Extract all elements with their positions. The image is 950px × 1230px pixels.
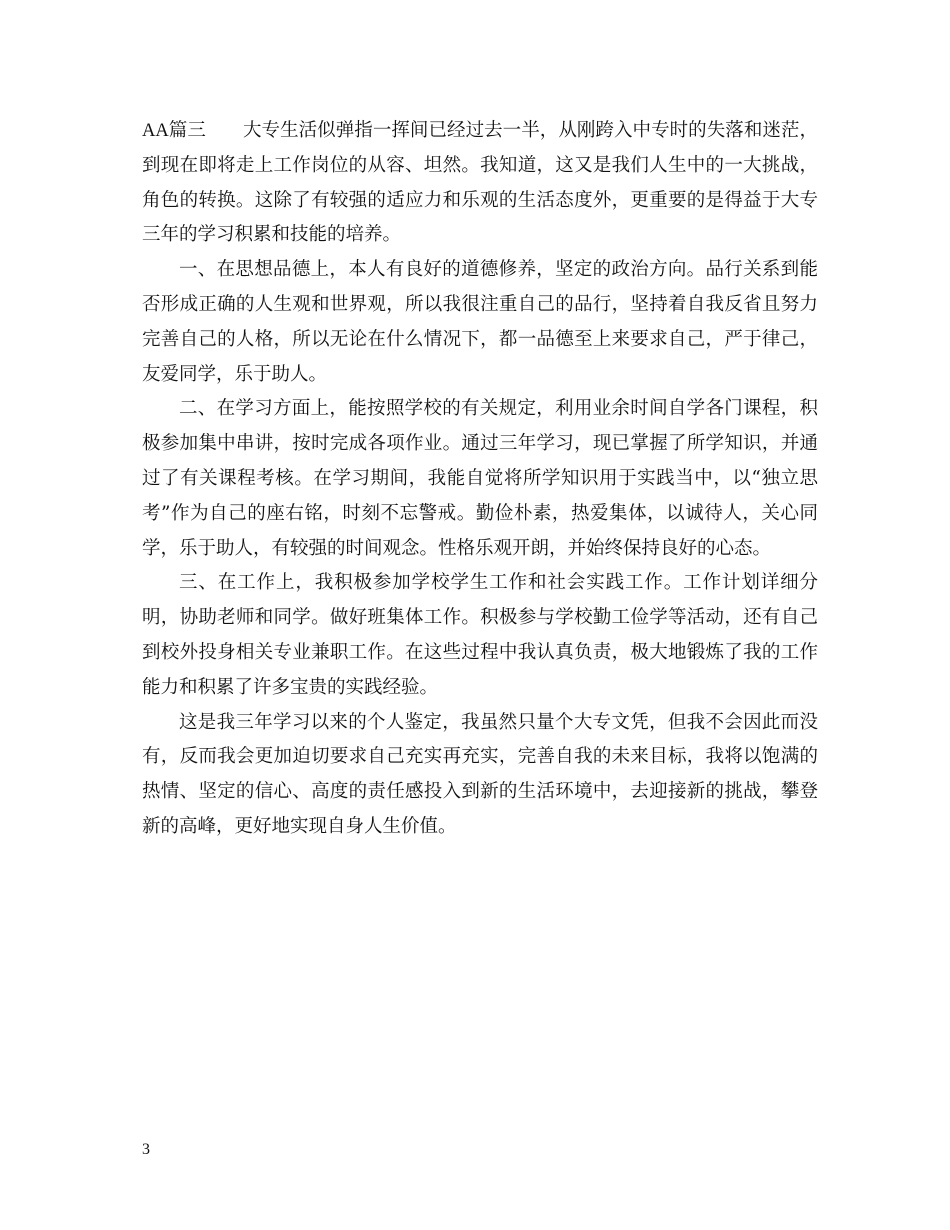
intro-paragraph: [142, 114, 818, 253]
page-number: 3: [142, 1141, 150, 1158]
section-label: AA篇三: [142, 121, 206, 141]
paragraph-work: 三、在工作上，我积极参加学校学生工作和社会实践工作。工作计划详细分明，协助老师和同学。做好班集体工作。积极参与学校勤工俭学等活动，还有自己到校外投身相关专业兼职工作。在这些过程中我认真负责，极大地锻炼了我的工作能力和积累了许多宝贵的实践经验。: [142, 572, 818, 698]
paragraph-study: 二、在学习方面上，能按照学校的有关规定，利用业余时间自学各门课程，积极参加集中串讲，按时完成各项作业。通过三年学习，现已掌握了所学知识，并通过了有关课程考核。在学习期间，我能自觉将所学知识用于实践当中，以“独立思考”作为自己的座右铭，时刻不忘警戒。勤俭朴素，热爱集体，以诚待人，关心同学，乐于助人，有较强的时间观念。性格乐观开朗，并始终保持良好的心态。: [142, 398, 818, 559]
label-gap: [206, 120, 243, 141]
paragraph-text: 大专生活似弹指一挥间已经过去一半，从刚跨入中专时的失落和迷茫，到现在即将走上工作岗位的从容、坦然。我知道，这又是我们人生中的一大挑战，角色的转换。这除了有较强的适应力和乐观的生活态度外，更重要的是得益于大专三年的学习积累和技能的培养。: [142, 120, 818, 246]
document-body: [142, 114, 818, 845]
paragraph-ideology: 一、在思想品德上，本人有良好的道德修养，坚定的政治方向。品行关系到能否形成正确的人生观和世界观，所以我很注重自己的品行，坚持着自我反省且努力完善自己的人格，所以无论在什么情况下，都一品德至上来要求自己，严于律己，友爱同学，乐于助人。: [142, 259, 818, 385]
paragraph-conclusion: 这是我三年学习以来的个人鉴定，我虽然只量个大专文凭，但我不会因此而没有，反而我会更加迫切要求自己充实再充实，完善自我的未来目标，我将以饱满的热情、坚定的信心、高度的责任感投入到新的生活环境中，去迎接新的挑战，攀登新的高峰，更好地实现自身人生价值。: [142, 711, 818, 837]
